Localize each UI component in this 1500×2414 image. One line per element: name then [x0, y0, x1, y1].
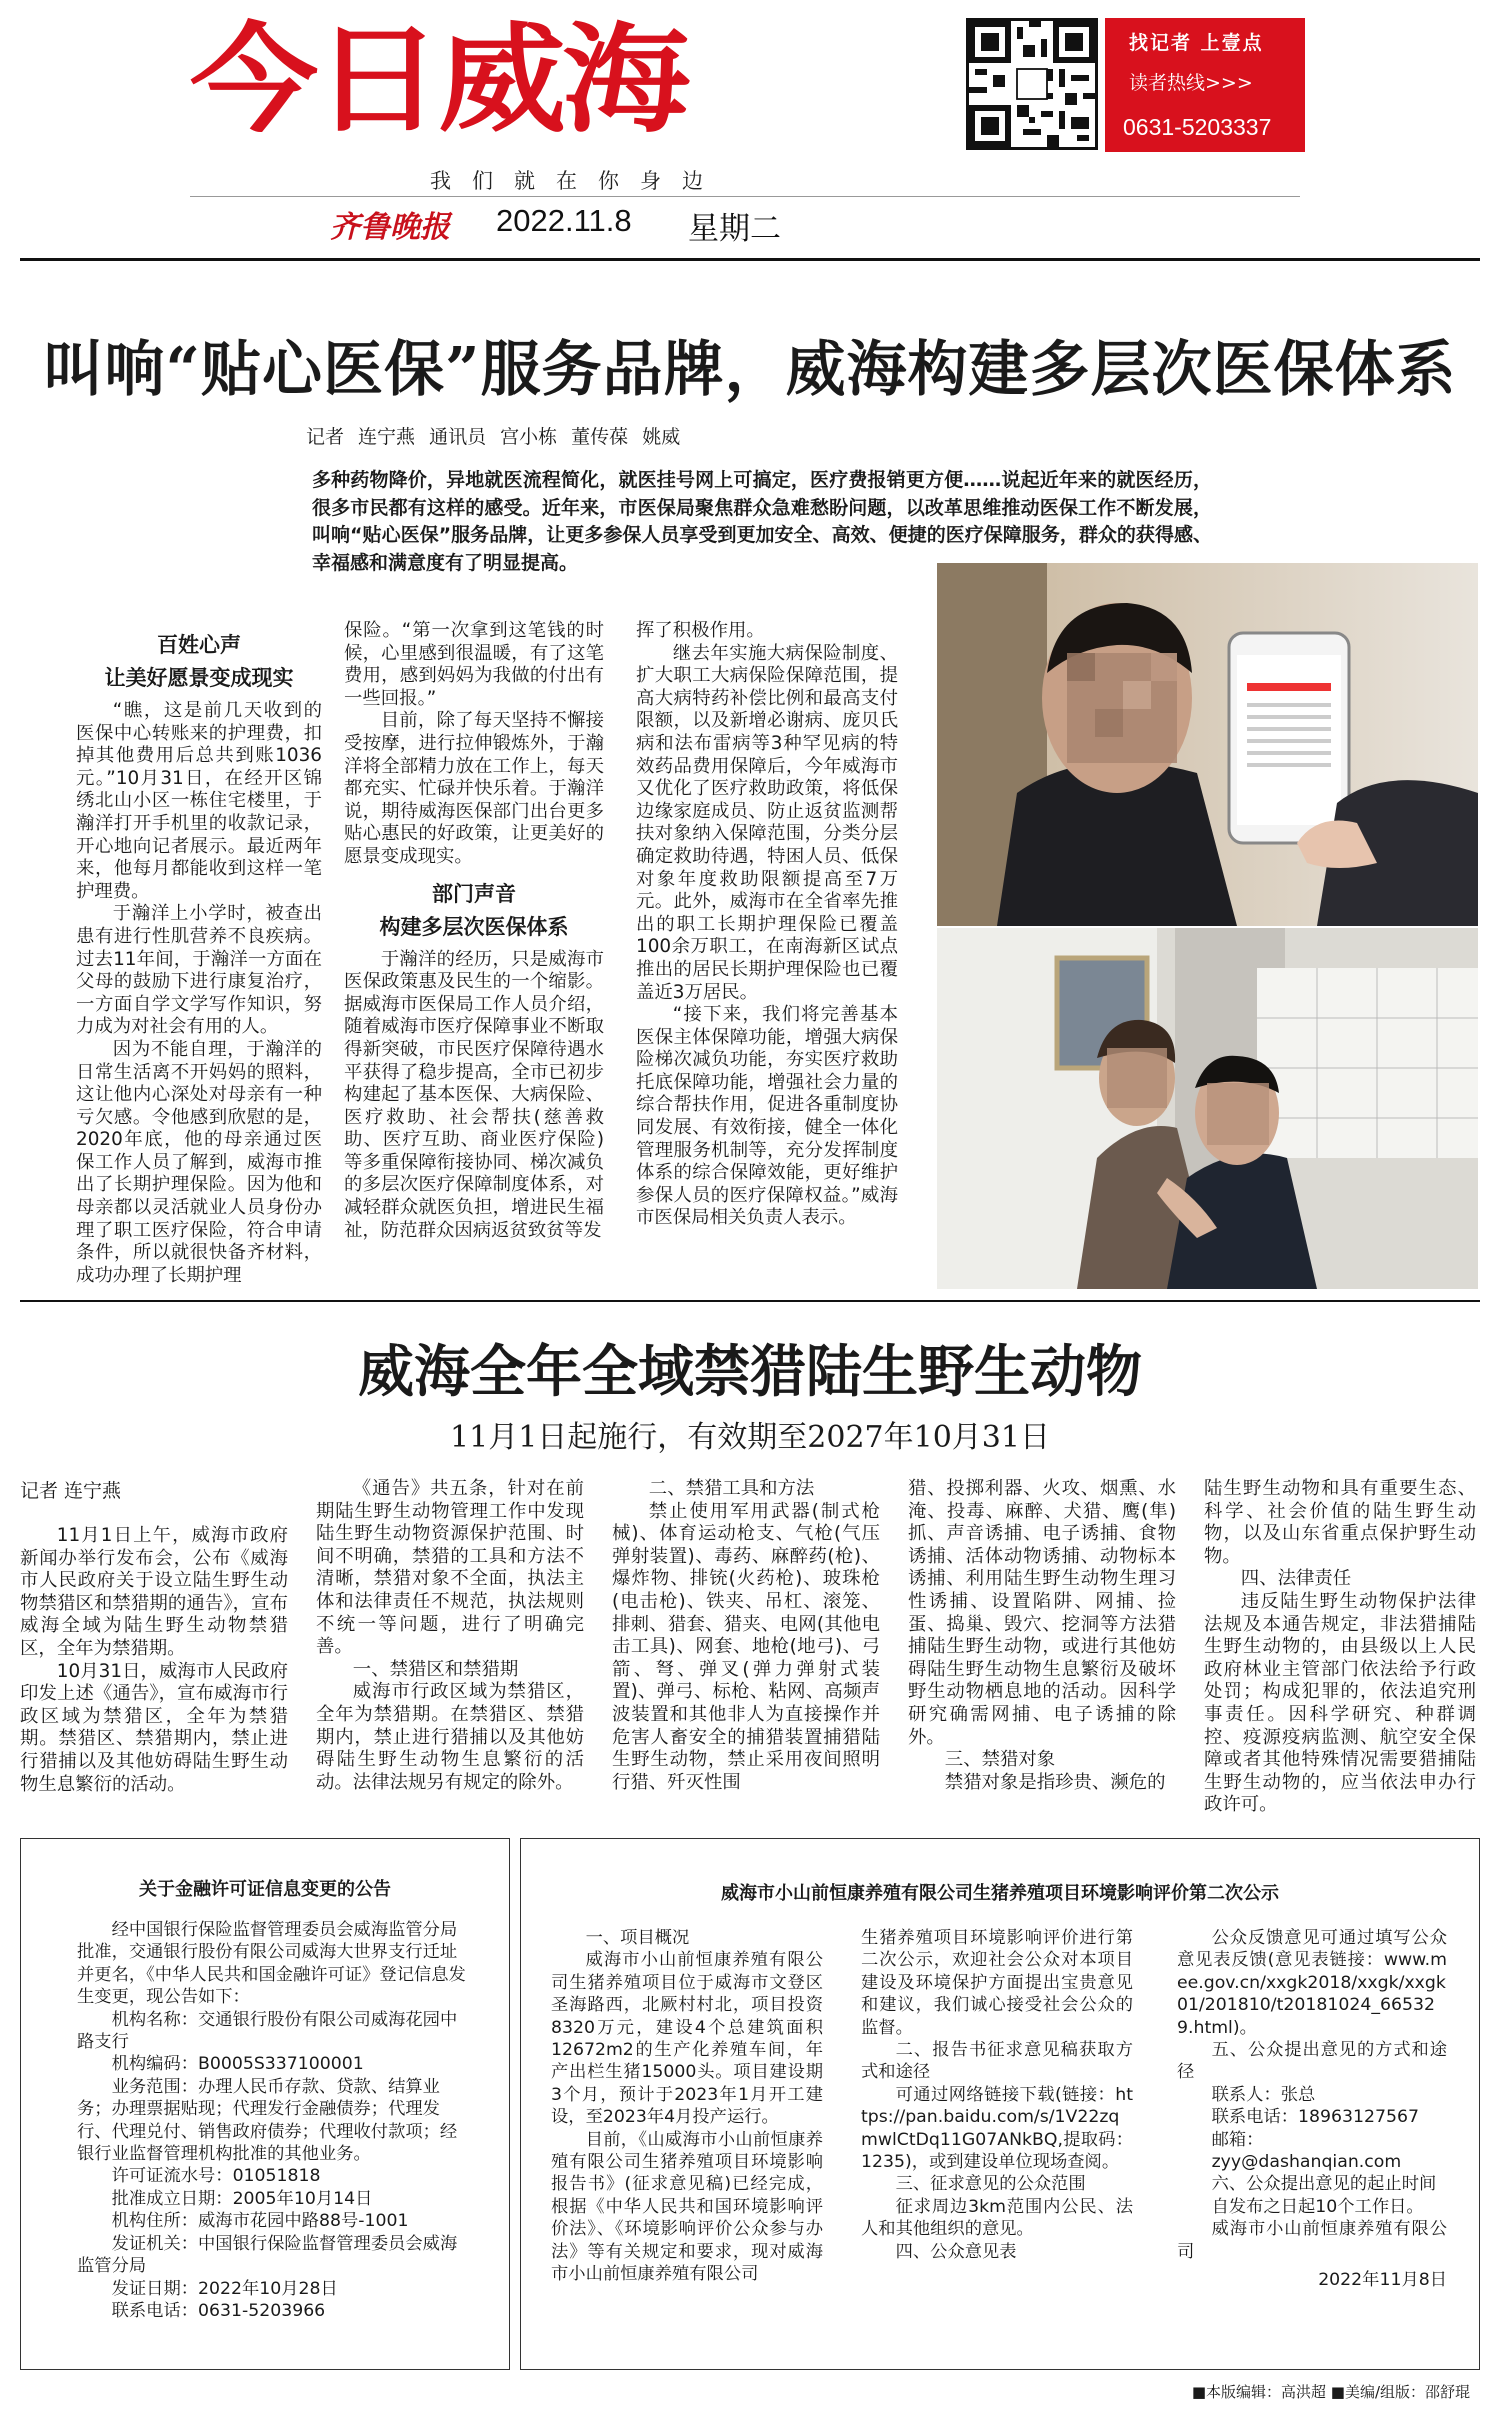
story2-column-4: [908, 1478, 1176, 1794]
paragraph: “接下来，我们将完善基本医保主体保障功能，增强大病保险梯次减负功能，夯实医疗救助托底保障功能，增强社会力量的综合帮扶作用，促进各重制度协同发展、有效衔接，健全一体化管理服务机制等，充分发挥制度体系的综合保障效能，更好维护参保人员的医疗保障权益。”威海市医保局相关负责人表示。: [636, 1004, 898, 1229]
news-photo-family: [937, 928, 1478, 1289]
section-heading: 四、法律责任: [1240, 1568, 1352, 1590]
paragraph: 保险。“第一次拿到这笔钱的时候，心里感到很温暖，有了这笔费用，感到妈妈为我做的付出有一些回报。”: [344, 620, 604, 709]
notice-license-change: [20, 1838, 510, 2370]
notice-text: 征求周边3km范围内公民、法人和其他组织的意见。: [861, 2196, 1133, 2240]
story1-column-2: [344, 620, 604, 1242]
section-heading: 二、禁猎工具和方法: [648, 1478, 815, 1499]
notice-text: 许可证流水号：01051818: [111, 2166, 321, 2187]
masthead-logo: 今日威海: [190, 12, 687, 150]
story1-byline: 记者 连宁燕 通讯员 宫小栋 董传葆 姚威: [306, 426, 681, 448]
notice-text: 机构住所：威海市花园中路88号-1001: [111, 2211, 409, 2232]
notice-text: 发证日期：2022年10月28日: [111, 2278, 338, 2299]
subhead: 部门声音: [432, 880, 516, 906]
section-heading: 三、征求意见的公众范围: [895, 2174, 1086, 2195]
paragraph: 11月1日上午，威海市政府新闻办举行发布会，公布《威海市人民政府关于设立陆生野生动物禁猎区和禁猎期的通告》，宣布威海全域为陆生野生动物禁猎区，全年为禁猎期。: [20, 1525, 288, 1659]
story2-subheadline: 11月1日起施行，有效期至2027年10月31日: [450, 1420, 1050, 1455]
story1-lede: 多种药物降价，异地就医流程简化，就医挂号网上可搞定，医疗费报销更方便……说起近年来的就医经历，很多市民都有这样的感受。近年来，市医保局聚焦群众急难愁盼问题，以改革思维推动医保工作不断发展，叫响“贴心医保”服务品牌，让更多参保人员享受到更加安全、高效、便捷的医疗保障服务，群众的获得感、幸福感和满意度有了明显提高。: [312, 469, 1212, 574]
paragraph: 目前，除了每天坚持不懈接受按摩，进行拉伸锻炼外，于瀚洋将全部精力放在工作上，每天都充实、忙碌并快乐着。于瀚洋说，期待威海医保部门出台更多贴心惠民的好政策，让更美好的愿景变成现实。: [344, 710, 604, 867]
notice-text: 经中国银行保险监督管理委员会威海监管分局批准，交通银行股份有限公司威海大世界支行迁址并更名，《中华人民共和国金融许可证》登记信息发生变更，现公告如下：: [77, 1920, 466, 2008]
paragraph: 陆生野生动物和具有重要生态、科学、社会价值的陆生野生动物，以及山东省重点保护野生动物。: [1204, 1478, 1476, 1567]
notice-title: 关于金融许可证信息变更的公告: [139, 1879, 391, 1900]
story1-column-3: [636, 620, 898, 1230]
reader-hotline-box: [1105, 18, 1305, 152]
paragraph: 违反陆生野生动物保护法律法规及本通告规定，非法猎捕陆生野生动物的，由县级以上人民政府林业主管部门依法给予行政处罚；构成犯罪的，依法追究刑事责任。因科学研究、种群调控、疫源疫病监测、航空安全保障或者其他特殊情况需要猎捕陆生野生动物的，应当依法申办行政许可。: [1204, 1590, 1476, 1816]
notice-text: 机构编码：B0005S337100001: [111, 2054, 364, 2075]
paragraph: 挥了积极作用。: [636, 620, 765, 641]
notice-text: 目前，《山威海市小山前恒康养殖有限公司生猪养殖项目环境影响报告书》(征求意见稿)已经完成，根据《中华人民共和国环境影响评价法》、《环境影响评价公众参与办法》等有关规定和要求，现对威海市小山前恒康养殖有限公司: [551, 2129, 823, 2285]
divider: [20, 258, 1480, 261]
story2-byline: 记者 连宁燕: [20, 1480, 122, 1502]
paragraph: 于瀚洋上小学时，被查出患有进行性肌营养不良疾病。过去11年间，于瀚洋一方面在父母的鼓励下进行康复治疗，一方面自学文学写作知识，努力成为对社会有用的人。: [76, 903, 322, 1038]
story1-column-1: [76, 628, 322, 1287]
notice-title: 威海市小山前恒康养殖有限公司生猪养殖项目环境影响评价第二次公示: [721, 1883, 1279, 1904]
divider: [190, 196, 1300, 197]
paper-name: 齐鲁晚报: [330, 210, 450, 245]
contact-phone: 联系电话：18963127567: [1211, 2107, 1419, 2128]
paragraph: 禁止使用军用武器(制式枪械)、体育运动枪支、气枪(气压弹射装置)、毒药、麻醉药(枪)、爆炸物、排铳(火药枪)、玻珠枪(电击枪)、铁夹、吊杠、滚笼、排刺、猎套、猎夹、电网(其他电击工具)、网套、地枪(地弓)、弓箭、弩、弹叉(弹力弹射式装置)、弹弓、标枪、粘网、高频声波装置和其他非人为直接操作并危害人畜安全的捕猎装置捕猎陆生野生动物，禁止采用夜间照明行猎、歼灭性围: [612, 1500, 880, 1793]
subhead: 让美好愿景变成现实: [104, 665, 294, 690]
notice-text: 生猪养殖项目环境影响评价进行第二次公示，欢迎社会公众对本项目建设及环境保护方面提出宝贵意见和建议，我们诚心接受社会公众的监督。: [861, 1928, 1133, 2038]
notice-signer: 威海市小山前恒康养殖有限公司: [1177, 2219, 1447, 2262]
issue-weekday: 星期二: [688, 211, 781, 247]
paragraph: 猎、投掷利器、火攻、烟熏、水淹、投毒、麻醉、犬猎、鹰(隼)抓、声音诱捕、电子诱捕、食物诱捕、活体动物诱捕、动物标本诱捕、利用陆生野生动物生理习性诱捕、设置陷阱、网捕、捡蛋、捣巢、毁穴、挖洞等方法猎捕陆生野生动物，或进行其他妨碍陆生野生动物生息繁衍及破坏野生动物栖息地的活动。因科学研究确需网捕、电子诱捕的除外。: [908, 1478, 1176, 1748]
hotline-line2: 读者热线>>>: [1129, 72, 1253, 94]
story1-headline: 叫响“贴心医保”服务品牌，威海构建多层次医保体系: [43, 335, 1457, 405]
story2-column-5: [1204, 1478, 1476, 1817]
subhead: 构建多层次医保体系: [379, 913, 569, 939]
notice-text: 联系电话：0631-5203966: [111, 2300, 326, 2321]
divider: [20, 1300, 1480, 1302]
contact-person: 联系人：张总: [1211, 2084, 1316, 2105]
contact-email-label: 邮箱：: [1211, 2129, 1264, 2150]
story2-column-3: [612, 1478, 880, 1794]
masthead: [0, 0, 1500, 300]
story2-column-1: [20, 1525, 288, 1796]
paragraph: “瞧，这是前几天收到的医保中心转账来的护理费，扣掉其他费用后总共到账1036元。”10月31日，在经开区锦绣北山小区一栋住宅楼里，于瀚洋打开手机里的收款记录，开心地向记者展示。最近两年来，他每月都能收到这样一笔护理费。: [76, 700, 322, 902]
notice-text: 发证机关：中国银行保险监督管理委员会威海监管分局: [77, 2233, 458, 2277]
paragraph: 禁猎对象是指珍贵、濒危的: [944, 1771, 1166, 1793]
paragraph: 于瀚洋的经历，只是威海市医保政策惠及民生的一个缩影。据威海市医保局工作人员介绍，随着威海市医疗保障事业不断取得新突破，市民医疗保障待遇水平获得了稳步提高，全市已初步构建起了基本医保、大病保险、医疗救助、社会帮扶(慈善救助、医疗互助、商业医疗保险)等多重保障衔接协同、梯次减负的多层次医疗保障制度体系，对减轻群众就医负担，增进民生福祉，防范群众因病返贫致贫等发: [344, 948, 604, 1241]
section-heading: 四、公众意见表: [895, 2241, 1017, 2262]
notice-date: 2022年11月8日: [1318, 2270, 1447, 2291]
notice-text: 自发布之日起10个工作日。: [1211, 2196, 1424, 2217]
section-heading: 一、项目概况: [585, 1928, 690, 1948]
notice-text: 公众反馈意见可通过填写公众意见表反馈(意见表链接：www.mee.gov.cn/xxgk2018/xxgk/xxgk01/201810/t20181024_665329.html)。: [1177, 1928, 1447, 2038]
section-heading: 二、报告书征求意见稿获取方式和途径: [861, 2040, 1133, 2083]
paragraph: 继去年实施大病保险制度、扩大职工大病保险保障范围，提高大病特药补偿比例和最高支付限额，以及新增必谢病、庞贝氏病和法布雷病等3种罕见病的特效药品费用保障后，今年威海市又优化了医疗救助政策，将低保边缘家庭成员、防止返贫监测帮扶对象纳入保障范围，分类分层确定救助待遇，特困人员、低保对象年度救助限额提高至7万元。此外，威海市在全省率先推出的职工长期护理保险已覆盖100余万职工，在南海新区试点推出的居民长期护理保险也已覆盖近3万居民。: [636, 642, 898, 1003]
notice-text: 批准成立日期：2005年10月14日: [111, 2188, 373, 2209]
paragraph: 《通告》共五条，针对在前期陆生野生动物管理工作中发现陆生野生动物资源保护范围、时间不明确，禁猎的工具和方法不清晰，禁猎对象不全面，执法主体和法律责任不规范，执法规则不统一等问题，进行了明确完善。: [316, 1478, 584, 1658]
story2-headline: 威海全年全域禁猎陆生野生动物: [358, 1339, 1142, 1405]
issue-date: 2022.11.8: [496, 203, 632, 238]
paragraph: 因为不能自理，于瀚洋的日常生活离不开妈妈的照料，这让他内心深处对母亲有一种亏欠感。令他感到欣慰的是，2020年底，他的母亲通过医保工作人员了解到，威海市推出了长期护理保险。因为他和母亲都以灵活就业人员身份办理了职工医疗保险，符合申请条件，所以就很快备齐材料，成功办理了长期护理: [76, 1038, 322, 1286]
notice-eia-publicity: [520, 1838, 1480, 2370]
section-heading: 六、公众提出意见的起止时间: [1211, 2174, 1437, 2195]
page-editor-credit: ■本版编辑：高洪超 ■美编/组版：邵舒琨: [1191, 2383, 1470, 2401]
masthead-slogan: 我们就在你身边: [430, 169, 724, 193]
notice-text: 机构名称：交通银行股份有限公司威海花园中路支行: [77, 2009, 458, 2053]
section-heading: 一、禁猎区和禁猎期: [352, 1658, 519, 1680]
section-heading: 三、禁猎对象: [944, 1749, 1056, 1771]
contact-email[interactable]: zyy@dashanqian.com: [1211, 2152, 1402, 2173]
paragraph: 10月31日，威海市人民政府印发上述《通告》，宣布威海市行政区域为禁猎区，全年为禁猎期。禁猎区、禁猎期内，禁止进行猎捕以及其他妨碍陆生野生动物生息繁衍的活动。: [20, 1660, 288, 1795]
hotline-phone[interactable]: 0631-5203337: [1123, 114, 1272, 140]
paragraph: 威海市行政区域为禁猎区，全年为禁猎期。在禁猎区、禁猎期内，禁止进行猎捕以及其他妨碍陆生野生动物生息繁衍的活动。法律法规另有规定的除外。: [316, 1681, 584, 1793]
notice-text: 威海市小山前恒康养殖有限公司生猪养殖项目位于威海市文登区圣海路西，北厥村村北，项目投资8320万元，建设4个总建筑面积12672m2的生产化养殖车间，年产出栏生猪15000头。项目建设期3个月，预计于2023年1月开工建设，至2023年4月投产运行。: [551, 1950, 823, 2128]
notice-text: 业务范围：办理人民币存款、贷款、结算业务；办理票据贴现；代理发行金融债券；代理发行、代理兑付、销售政府债券；代理收付款项；经银行业监督管理机构批准的其他业务。: [77, 2076, 458, 2165]
hotline-line1: 找记者 上壹点: [1129, 32, 1264, 54]
section-heading: 五、公众提出意见的方式和途径: [1177, 2040, 1447, 2083]
news-photo-phone: [937, 563, 1478, 926]
notice-text: 可通过网络链接下载(链接：https://pan.baidu.com/s/1V22zqmwlCtDq11G07ANkBQ,提取码：1235)，或到建设单位现场查阅。: [861, 2084, 1133, 2173]
story2-column-2: [316, 1478, 584, 1794]
qr-code-icon[interactable]: [966, 18, 1098, 150]
subhead: 百姓心声: [157, 632, 241, 657]
